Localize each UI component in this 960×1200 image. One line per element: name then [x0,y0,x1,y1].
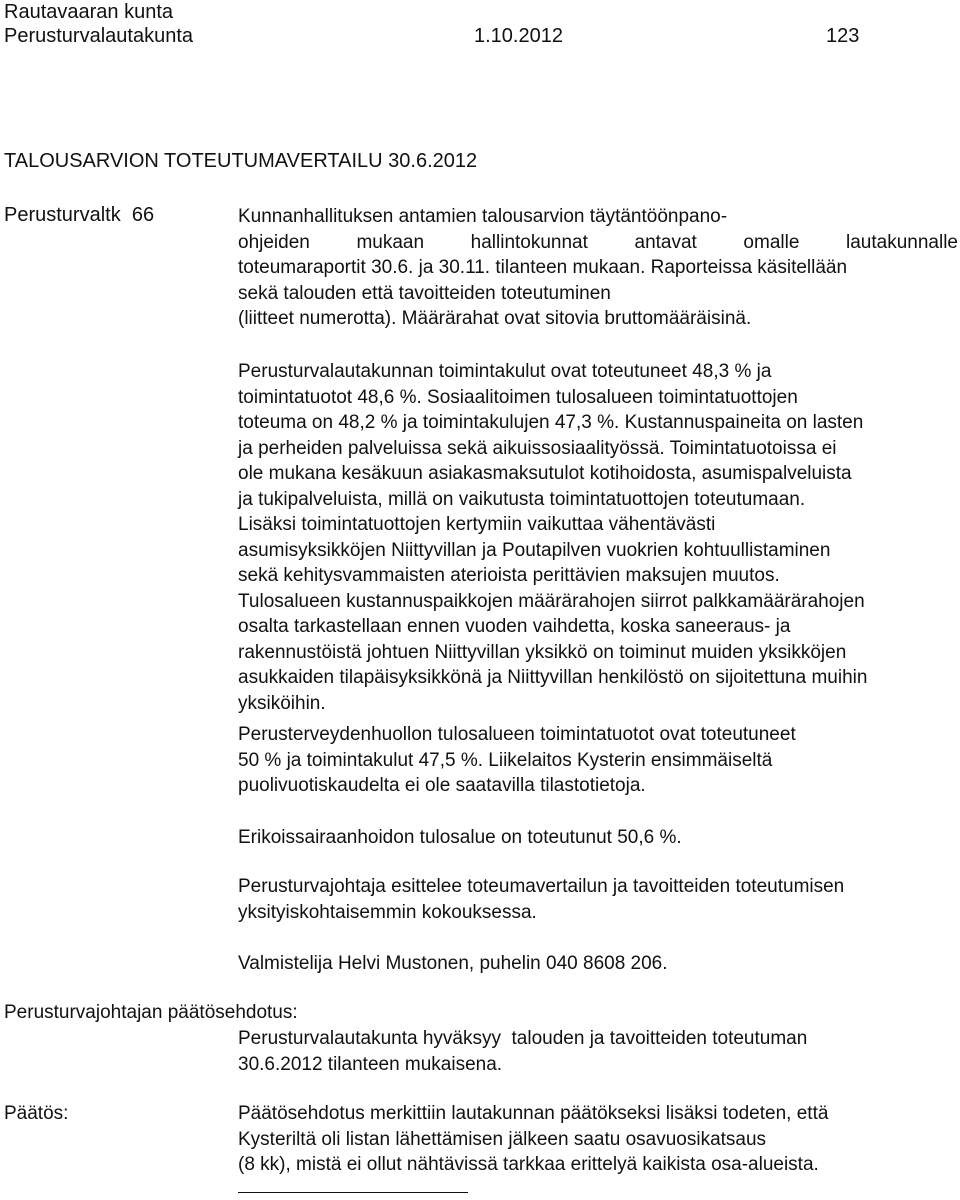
paragraph-line: Erikoissairaanhoidon tulosalue on toteutunut 50,6 %. [238,827,682,848]
decision-line: Päätösehdotus merkittiin lautakunnan päätökseksi lisäksi todeten, että [238,1103,829,1124]
paragraph-1 [238,204,960,332]
meeting-date: 1.10.2012 [474,25,563,47]
paragraph-line: 50 % ja toimintakulut 47,5 %. Liikelaitos Kysterin ensimmäiseltä [238,749,773,771]
paragraph-line: asukkaiden tilapäisyksikkönä ja Niittyvillan henkilöstö on sijoitettuna muihin [238,667,868,688]
proposal-label: Perusturvajohtajan päätösehdotus: [4,1002,298,1023]
paragraph-line: asumisyksikköjen Niittyvillan ja Poutapilven vuokrien kohtuullistaminen [238,539,831,561]
paragraph-line: Perusturvalautakunnan toimintakulut ovat toteutuneet 48,3 % ja [238,361,772,382]
paragraph-line: toteuma on 48,2 % ja toimintakulujen 47,3 %. Kustannuspaineita on lasten [238,412,864,433]
decision-label: Päätös: [4,1103,69,1124]
paragraph-line: osalta tarkastellaan ennen vuoden vaihdetta, koska saneeraus- ja [238,616,791,637]
board-name: Perusturvalautakunta [4,25,194,47]
proposal-line: Perusturvalautakunta hyväksyy talouden ja tavoitteiden toteutuman [238,1028,808,1049]
paragraph-3 [238,722,960,799]
document-title: TALOUSARVION TOTEUTUMAVERTAILU 30.6.2012 [4,150,478,172]
paragraph-line: ohjeiden mukaan hallintokunnat antavat omalle lautakunnalle [238,231,958,253]
paragraph-line: ja tukipalveluista, millä on vaikutusta toimintatuottojen toteutumaan. [238,488,806,510]
paragraph-line: sekä talouden että tavoitteiden toteutuminen [238,282,611,304]
paragraph-line: toteumaraportit 30.6. ja 30.11. tilanteen mukaan. Raporteissa käsitellään [238,257,848,278]
proposal-line: 30.6.2012 tilanteen mukaisena. [238,1053,503,1075]
preparer-line [238,951,960,977]
decision-text [238,1101,960,1178]
paragraph-line: puolivuotiskaudelta ei ole saatavilla tilastotietoja. [238,775,646,796]
paragraph-line: sekä kehitysvammaisten aterioista perittävien maksujen muutos. [238,565,780,586]
decision-line: (8 kk), mistä ei ollut nähtävissä tarkkaa erittelyä kaikista osa-alueista. [238,1154,819,1175]
paragraph-line: yksityiskohtaisemmin kokouksessa. [238,901,537,923]
paragraph-line: ja perheiden palveluissa sekä aikuissosiaalityössä. Toimintatuotoissa ei [238,437,837,459]
paragraph-line: Tulosalueen kustannuspaikkojen määrärahojen siirrot palkkamäärärahojen [238,590,865,612]
decision-line: Kysteriltä oli listan lähettämisen jälkeen saatu osavuosikatsaus [238,1128,767,1150]
paragraph-line: rakennustöistä johtuen Niittyvillan yksikkö on toiminut muiden yksikköjen [238,641,847,663]
paragraph-4 [238,825,960,851]
paragraph-line: Perusterveydenhuollon tulosalueen toimintatuotot ovat toteutuneet [238,724,796,745]
paragraph-line: (liitteet numerotta). Määrärahat ovat sitovia bruttomääräisinä. [238,308,752,329]
page-number: 123 [826,25,860,47]
paragraph-line: Valmistelija Helvi Mustonen, puhelin 040 8608 206. [238,953,668,974]
signature-line [238,1192,468,1193]
section-label: Perusturvaltk 66 [4,204,155,226]
paragraph-line: Perusturvajohtaja esittelee toteumavertailun ja tavoitteiden toteutumisen [238,876,845,897]
paragraph-line: yksiköihin. [238,692,326,714]
paragraph-line: ole mukana kesäkuun asiakasmaksutulot kotihoidosta, asumispalveluista [238,463,852,484]
paragraph-2 [238,359,960,716]
proposal-text [238,1026,960,1077]
paragraph-line: Kunnanhallituksen antamien talousarvion täytäntöönpano- [238,206,728,227]
municipality-name: Rautavaaran kunta [4,1,174,23]
paragraph-5 [238,874,960,925]
paragraph-line: toimintatuotot 48,6 %. Sosiaalitoimen tulosalueen toimintatuottojen [238,386,798,408]
paragraph-line: Lisäksi toimintatuottojen kertymiin vaikuttaa vähentävästi [238,514,716,535]
